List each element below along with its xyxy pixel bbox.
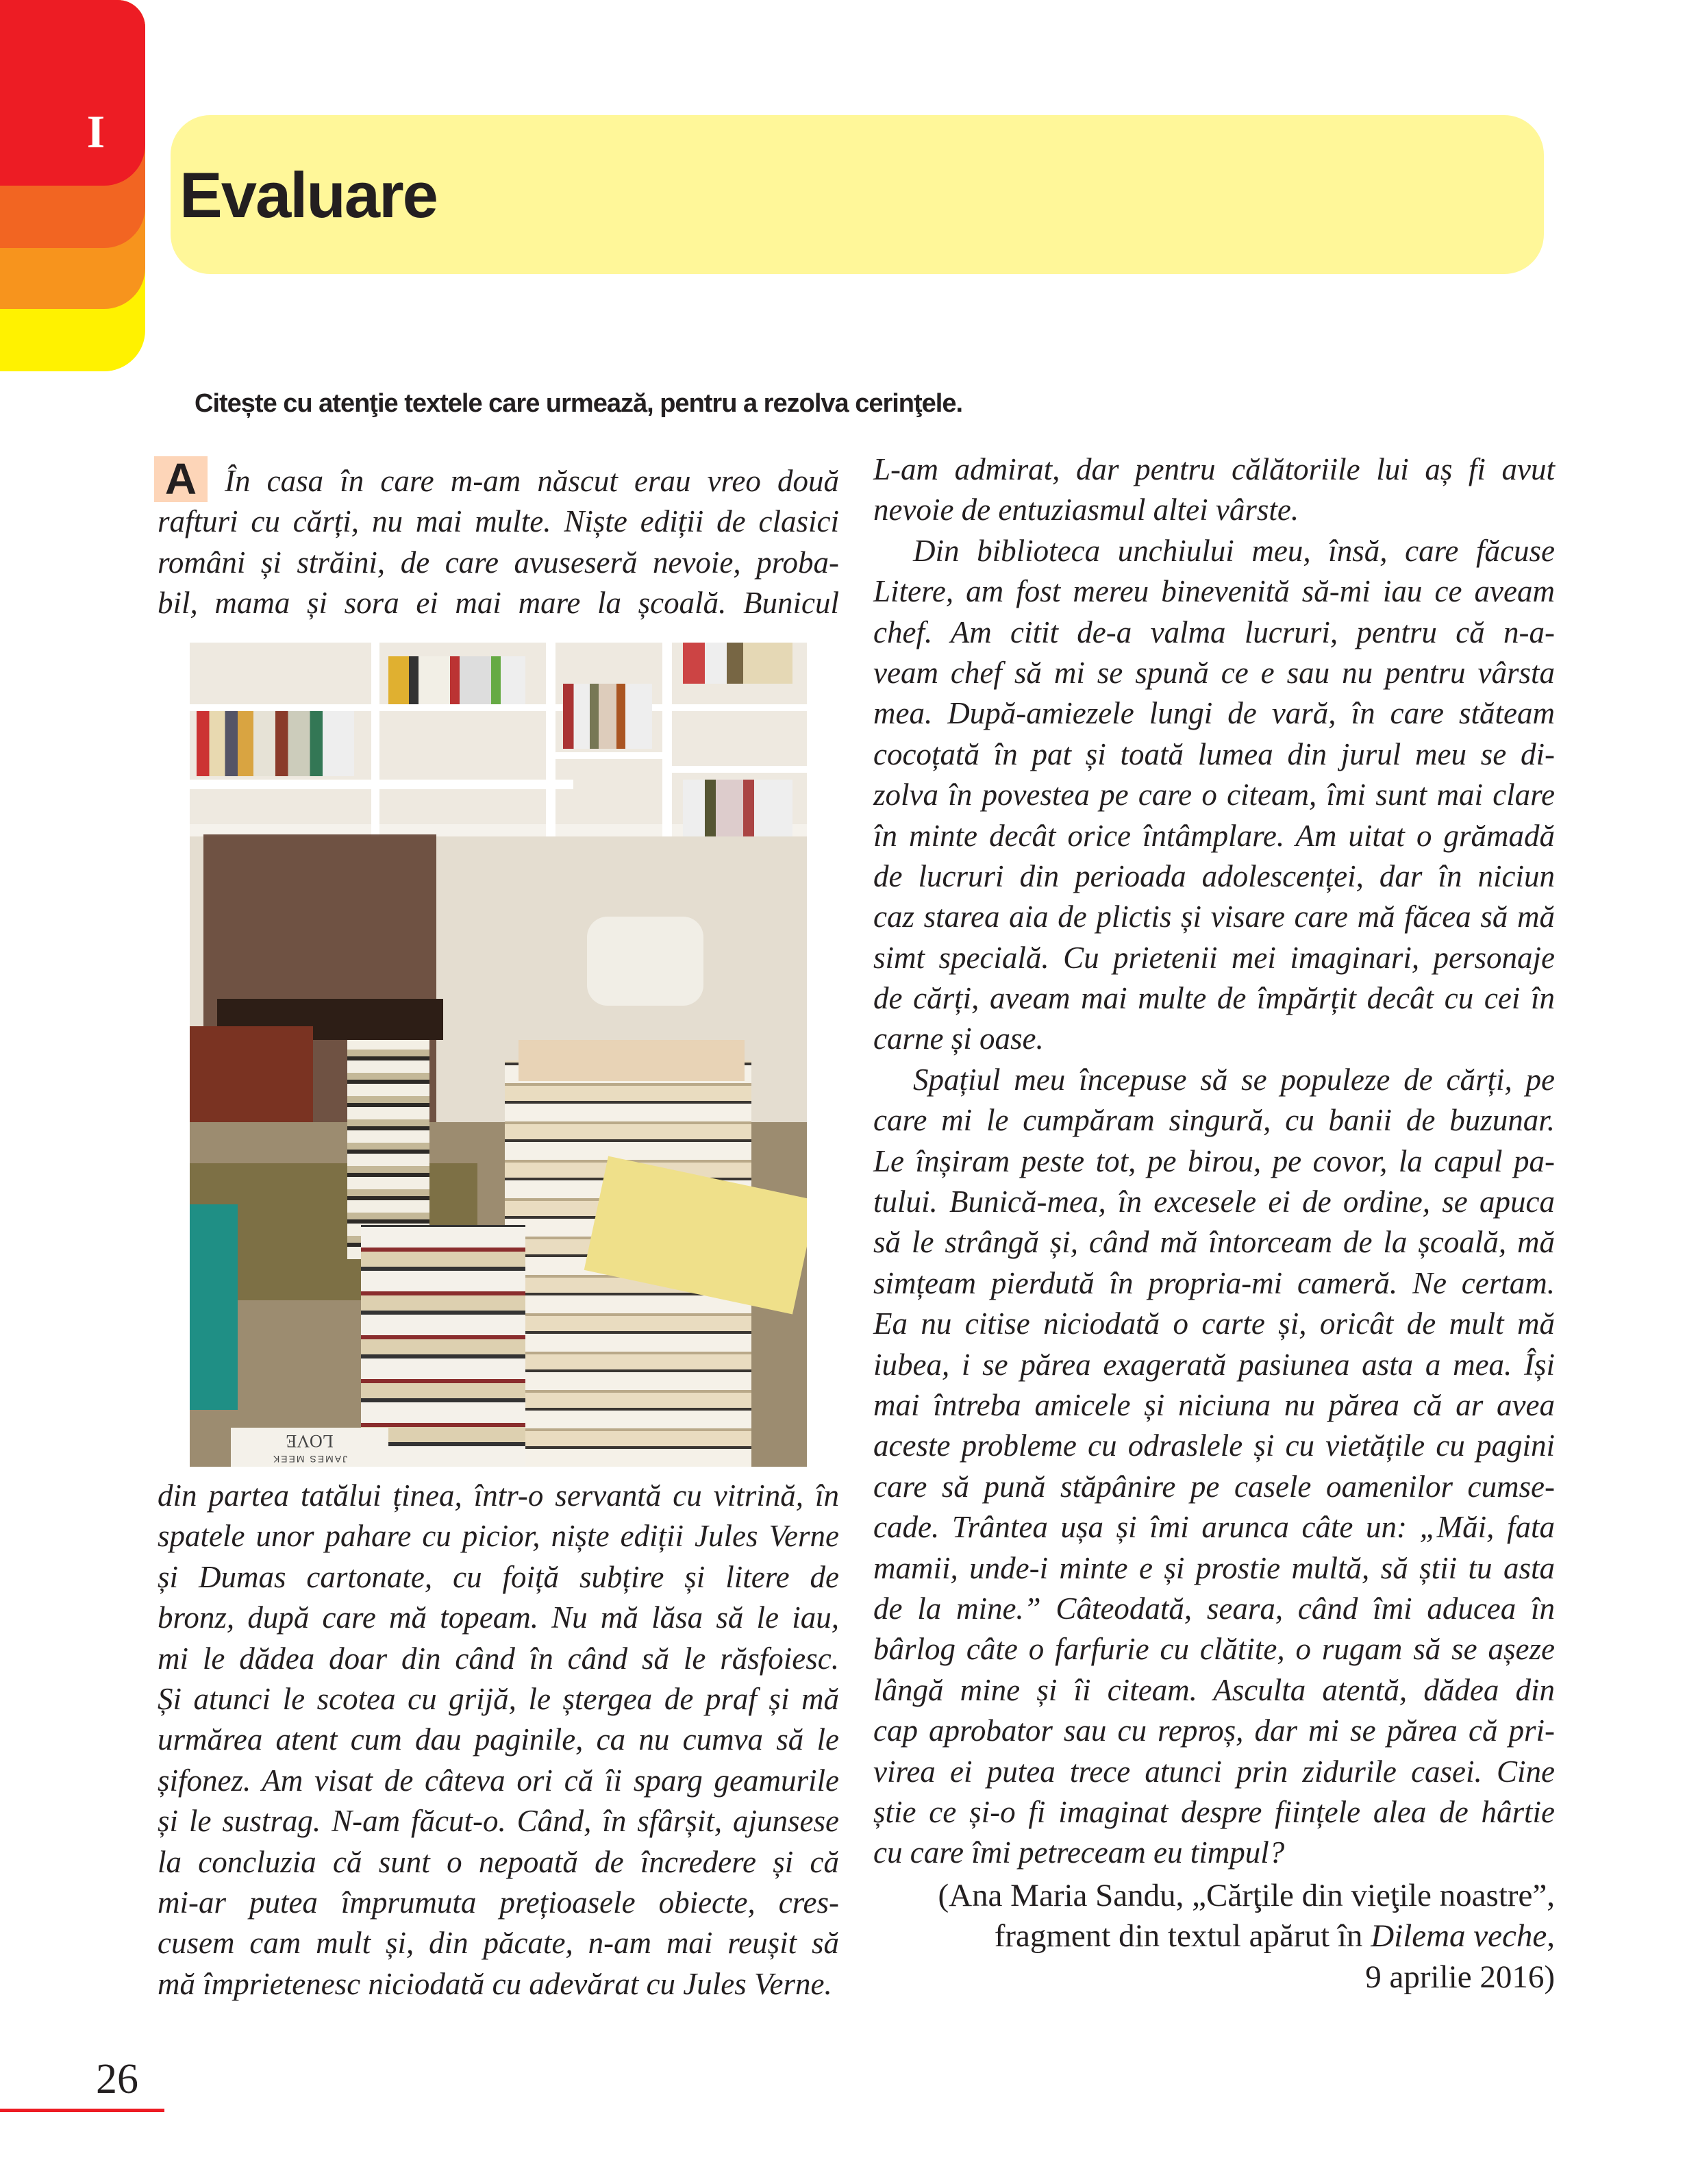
text-line: Le înșiram peste tot, pe birou, pe covor, la capul pa- bbox=[873, 1143, 1555, 1178]
text-line: mi-ar putea împrumuta prețioasele obiecte, cres- bbox=[158, 1885, 839, 1920]
citation-line bbox=[873, 1916, 1555, 1957]
chapter-tab-red bbox=[0, 0, 145, 186]
text-line: tului. Bunică-mea, în excesele ei de ordine, se apuca bbox=[873, 1184, 1555, 1219]
text-line: bronz, după care mă topeam. Nu mă lăsa să le iau, bbox=[158, 1600, 839, 1635]
right-column bbox=[873, 449, 1555, 1874]
text-line: cu care îmi petreceam eu timpul? bbox=[873, 1835, 1285, 1870]
text-line: de cărți, aveam mai multe de împărțit decât cu cei în bbox=[873, 981, 1555, 1016]
text-line: Spațiul meu începuse să se populeze de cărți, pe bbox=[913, 1062, 1555, 1097]
page-number: 26 bbox=[96, 2056, 138, 2102]
book-spine-author: JAMES MEEK bbox=[271, 1454, 348, 1465]
text-line: aceste probleme cu odraslele și cu vietățile cu pagini bbox=[873, 1428, 1555, 1463]
left-column-top bbox=[158, 461, 839, 624]
text-line: cocoțată în pat și toată lumea din jurul meu se di- bbox=[873, 736, 1555, 771]
text-line: veam chef să mi se spună ce e sau nu pentru vârsta bbox=[873, 655, 1555, 690]
text-line: și Dumas cartonate, cu foiță subțire și litere de bbox=[158, 1559, 839, 1594]
text-line: din partea tatălui ținea, într-o servantă cu vitrină, în bbox=[158, 1478, 839, 1513]
text-line: șifonez. Am visat de câteva ori că îi sparg geamurile bbox=[158, 1763, 839, 1798]
text-line: Și atunci le scotea cu grijă, le ștergea de praf și mă bbox=[158, 1681, 839, 1716]
text-line: de la mine.” Câteodată, seara, când îmi aducea în bbox=[873, 1591, 1555, 1626]
page-number-rule bbox=[0, 2109, 164, 2112]
text-line: chef. Am citit de-a valma lucruri, pentru că n-a- bbox=[873, 615, 1555, 649]
text-line: virea ei putea trece atunci prin zidurile casei. Cine bbox=[873, 1754, 1555, 1789]
text-marker-a: A bbox=[154, 456, 208, 502]
text-line: nevoie de entuziasmul altei vârste. bbox=[873, 493, 1299, 528]
text-line: să le strângă și, când mă întorceam de la școală, mă bbox=[873, 1225, 1555, 1260]
source-citation bbox=[873, 1876, 1555, 1998]
text-line: cap aprobator sau cu reproș, dar mi se părea că pri- bbox=[873, 1713, 1555, 1748]
text-line: rafturi cu cărți, nu mai multe. Niște ediții de clasici bbox=[158, 504, 839, 539]
unit-number: I bbox=[86, 106, 105, 158]
text-line: carne și oase. bbox=[873, 1021, 1044, 1056]
text-line: În casa în care m-am născut erau vreo două bbox=[225, 464, 839, 498]
text-line: Din biblioteca unchiului meu, însă, care făcuse bbox=[913, 533, 1555, 568]
text-line: bârlog câte o farfurie cu clătite, o rugam să se așeze bbox=[873, 1632, 1555, 1667]
text-line: știe ce și-o fi imaginat despre ființele alea de hârtie bbox=[873, 1794, 1555, 1829]
citation-text: fragment din textul apărut în bbox=[994, 1918, 1371, 1955]
text-line: în minte decât orice întâmplare. Am uitat o grămadă bbox=[873, 818, 1555, 853]
text-line: Litere, am fost mereu binevenită să-mi iau ce aveam bbox=[873, 574, 1555, 609]
text-line: de lucruri din perioada adolescenței, dar în niciun bbox=[873, 858, 1555, 893]
text-line: mea. După-amiezele lungi de vară, în care stăteam bbox=[873, 696, 1555, 731]
citation-line: (Ana Maria Sandu, „Cărţile din vieţile noastre”, bbox=[938, 1878, 1555, 1913]
text-line: și le sustrag. N-am făcut-o. Când, în sfârșit, ajunsese bbox=[158, 1804, 839, 1839]
text-line: simțeam pierdută în propria-mi cameră. Ne certam. bbox=[873, 1265, 1555, 1300]
text-line: cusem cam mult și, din păcate, n-am mai reușit să bbox=[158, 1926, 839, 1961]
text-line: care mi le cumpăram singură, cu banii de buzunar. bbox=[873, 1103, 1555, 1138]
citation-text: , bbox=[1547, 1918, 1555, 1955]
text-line: bil, mama și sora ei mai mare la școală. Bunicul bbox=[158, 586, 839, 621]
book-spine bbox=[231, 1428, 388, 1467]
page-title: Evaluare bbox=[179, 159, 437, 231]
text-line: zolva în povestea pe care o citeam, îmi sunt mai clare bbox=[873, 778, 1555, 812]
text-line: urmărea atent cum dau paginile, ca nu cumva să le bbox=[158, 1722, 839, 1757]
left-column-bottom bbox=[158, 1476, 839, 2005]
instruction-text: Citește cu atenţie textele care urmează, pentru a rezolva cerinţele. bbox=[195, 389, 963, 418]
text-line: caz starea aia de plictis și visare care mă făcea să mă bbox=[873, 899, 1555, 934]
text-line: mamii, unde-i minte e și prostie multă, să știi tu asta bbox=[873, 1550, 1555, 1585]
text-line: la concluzia că sunt o nepoată de încredere și că bbox=[158, 1844, 839, 1879]
text-line: mi le dădea doar din când în când să le răsfoiesc. bbox=[158, 1641, 839, 1676]
text-line: lângă mine și îi citeam. Asculta atentă, dădea din bbox=[873, 1672, 1555, 1707]
book-spine-title: LOVE bbox=[286, 1431, 334, 1451]
text-line: care să pună stăpânire pe casele oamenilor cumse- bbox=[873, 1469, 1555, 1504]
text-line: iubea, i se părea exagerată pasiunea asta a mea. Își bbox=[873, 1347, 1555, 1382]
text-line: români și străini, de care avuseseră nevoie, proba- bbox=[158, 545, 839, 580]
text-line: mai întreba amicele și niciuna nu părea că ar avea bbox=[873, 1387, 1555, 1422]
text-line: mă împrietenesc niciodată cu adevărat cu Jules Verne. bbox=[158, 1966, 832, 2001]
text-line: spatele unor pahare cu picior, niște ediții Jules Verne bbox=[158, 1519, 839, 1554]
citation-line: 9 aprilie 2016) bbox=[1365, 1959, 1555, 1995]
text-line: L-am admirat, dar pentru călătoriile lui aș fi avut bbox=[873, 452, 1555, 486]
text-line: cade. Trântea ușa și îmi arunca câte un: „Măi, fata bbox=[873, 1510, 1555, 1545]
publication-name: Dilema veche bbox=[1371, 1918, 1547, 1955]
bookshelf-photo bbox=[190, 643, 807, 1467]
text-line: simt specială. Cu prietenii mei imaginari, personaje bbox=[873, 940, 1555, 975]
text-line: Ea nu citise niciodată o carte și, oricât de mult mă bbox=[873, 1306, 1555, 1341]
